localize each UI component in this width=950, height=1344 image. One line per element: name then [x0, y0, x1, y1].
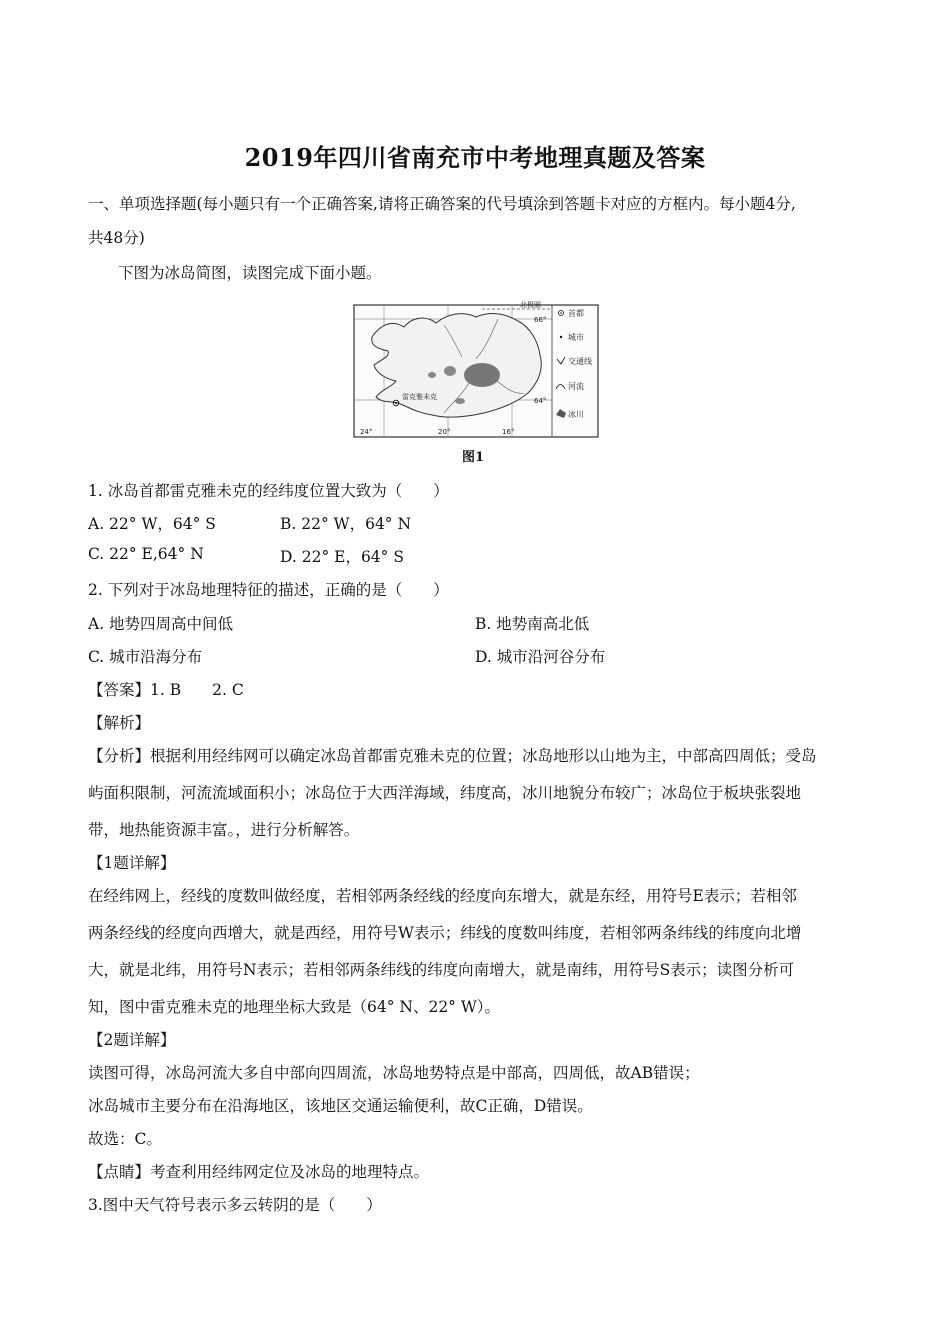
lat-label-64: 64° — [534, 397, 547, 405]
detail-1-line: 知，图中雷克雅未克的地理坐标大致是（64° N、22° W）。 — [88, 998, 501, 1016]
section-heading-line2: 共48分) — [88, 229, 145, 247]
glacier-vatnajokull — [464, 363, 500, 387]
detail-1-heading: 【1题详解】 — [88, 854, 176, 872]
legend-capital: 首都 — [568, 309, 584, 318]
detail-2-line: 冰岛城市主要分布在沿海地区，该地区交通运输便利，故C正确，D错误。 — [88, 1097, 593, 1115]
question-2-option-d: D. 城市沿河谷分布 — [475, 648, 606, 666]
analysis-heading: 【解析】 — [88, 714, 151, 732]
iceland-map-figure — [352, 297, 600, 439]
city-icon — [560, 336, 562, 338]
glacier — [455, 398, 465, 404]
question-2-stem: 2. 下列对于冰岛地理特征的描述，正确的是（ ） — [88, 581, 449, 599]
arctic-circle-label: 北极圈 — [520, 301, 541, 309]
lon-label-24: 24° — [360, 428, 373, 436]
capital-label: 雷克雅未克 — [402, 393, 437, 401]
question-3-stem: 3.图中天气符号表示多云转阴的是（ ） — [88, 1196, 382, 1214]
question-2-option-a: A. 地势四周高中间低 — [88, 615, 234, 633]
answer-line: 【答案】1. B 2. C — [88, 681, 244, 699]
legend-city: 城市 — [568, 333, 584, 342]
glacier — [428, 372, 436, 378]
detail-2-heading: 【2题详解】 — [88, 1031, 176, 1049]
detail-2-line: 读图可得，冰岛河流大多自中部向四周流，冰岛地势特点是中部高，四周低，故AB错误； — [88, 1064, 700, 1082]
figure-caption: 图1 — [462, 450, 485, 465]
page-title: 2019年四川省南充市中考地理真题及答案 — [244, 143, 706, 172]
legend-road: 交通线 — [568, 357, 592, 366]
legend-river: 河流 — [568, 382, 584, 391]
lat-label-66: 66° — [534, 316, 547, 324]
analysis-line: 带，地热能资源丰富。，进行分析解答。 — [88, 821, 360, 839]
lon-label-16: 16° — [502, 428, 515, 436]
glacier — [444, 366, 456, 376]
question-1-option-a: A. 22° W，64° S — [88, 515, 216, 533]
question-1-option-d: D. 22° E，64° S — [280, 548, 404, 566]
section-heading-line1: 一、单项选择题(每小题只有一个正确答案,请将正确答案的代号填涂到答题卡对应的方框内。每小题4分, — [88, 195, 796, 213]
analysis-line: 【分析】根据利用经纬网可以确定冰岛首都雷克雅未克的位置；冰岛地形以山地为主，中部高四周低；受岛 — [88, 747, 817, 765]
analysis-line: 屿面积限制，河流流域面积小；冰岛位于大西洋海域，纬度高，冰川地貌分布较广；冰岛位于板块张裂地 — [88, 784, 802, 802]
iceland-map — [352, 297, 600, 439]
detail-2-line: 故选：C。 — [88, 1130, 162, 1148]
question-1-option-c: C. 22° E,64° N — [88, 545, 204, 563]
lon-label-20: 20° — [438, 428, 451, 436]
question-1-stem: 1. 冰岛首都雷克雅未克的经纬度位置大致为（ ） — [88, 482, 449, 500]
detail-1-line: 两条经线的经度向西增大，就是西经，用符号W表示；纬线的度数叫纬度，若相邻两条纬线的纬度向北增 — [88, 924, 802, 942]
question-1-option-b: B. 22° W，64° N — [280, 515, 412, 533]
legend-glacier: 冰川 — [568, 410, 584, 419]
comment-line: 【点睛】考查利用经纬网定位及冰岛的地理特点。 — [88, 1163, 430, 1181]
detail-1-line: 在经纬网上，经线的度数叫做经度，若相邻两条经线的经度向东增大，就是东经，用符号E表示；若相邻 — [88, 887, 797, 905]
question-2-option-c: C. 城市沿海分布 — [88, 648, 203, 666]
intro-text: 下图为冰岛简图，读图完成下面小题。 — [118, 264, 382, 282]
detail-1-line: 大，就是北纬，用符号N表示；若相邻两条纬线的纬度向南增大，就是南纬，用符号S表示；读图分析可 — [88, 961, 795, 979]
question-2-option-b: B. 地势南高北低 — [475, 615, 590, 633]
